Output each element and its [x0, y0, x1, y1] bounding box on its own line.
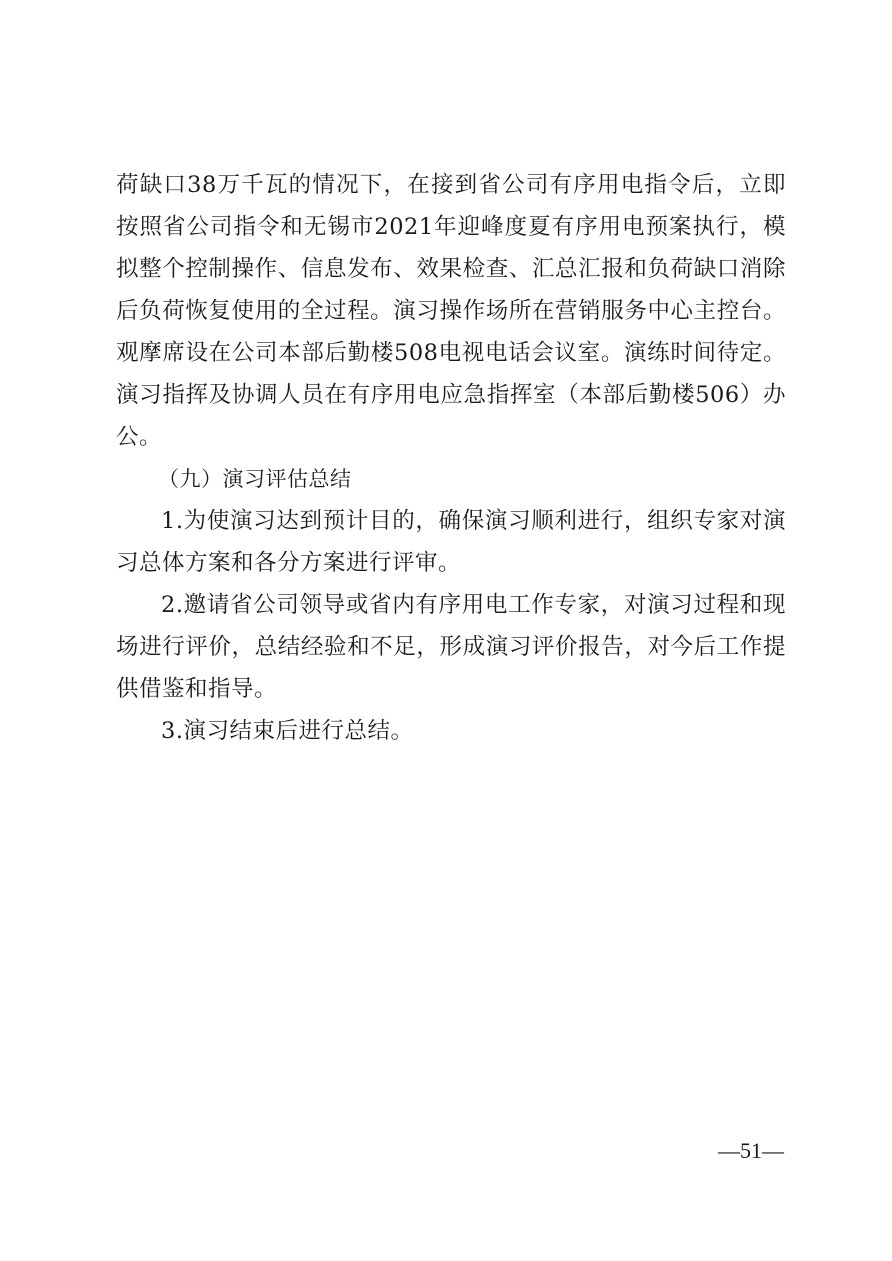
list-item-1: 1.为使演习达到预计目的，确保演习顺利进行，组织专家对演习总体方案和各分方案进行评审。 [116, 508, 786, 576]
continued-paragraph: 荷缺口38万千瓦的情况下，在接到省公司有序用电指令后，立即按照省公司指令和无锡市2021年迎峰度夏有序用电预案执行，模拟整个控制操作、信息发布、效果检查、汇总汇报和负荷缺口消除后负荷恢复使用的全过程。演习操作场所在营销服务中心主控台。观摩席设在公司本部后勤楼508电视电话会议室。演练时间待定。演习指挥及协调人员在有序用电应急指挥室（本部后勤楼506）办公。 [116, 172, 786, 450]
list-item-2: 2.邀请省公司领导或省内有序用电工作专家，对演习过程和现场进行评价，总结经验和不足，形成演习评价报告，对今后工作提供借鉴和指导。 [116, 592, 786, 702]
page-number: —51— [718, 1138, 784, 1163]
list-item-3: 3.演习结束后进行总结。 [161, 718, 414, 744]
document-body [116, 164, 786, 752]
section-heading: （九）演习评估总结 [158, 467, 352, 491]
